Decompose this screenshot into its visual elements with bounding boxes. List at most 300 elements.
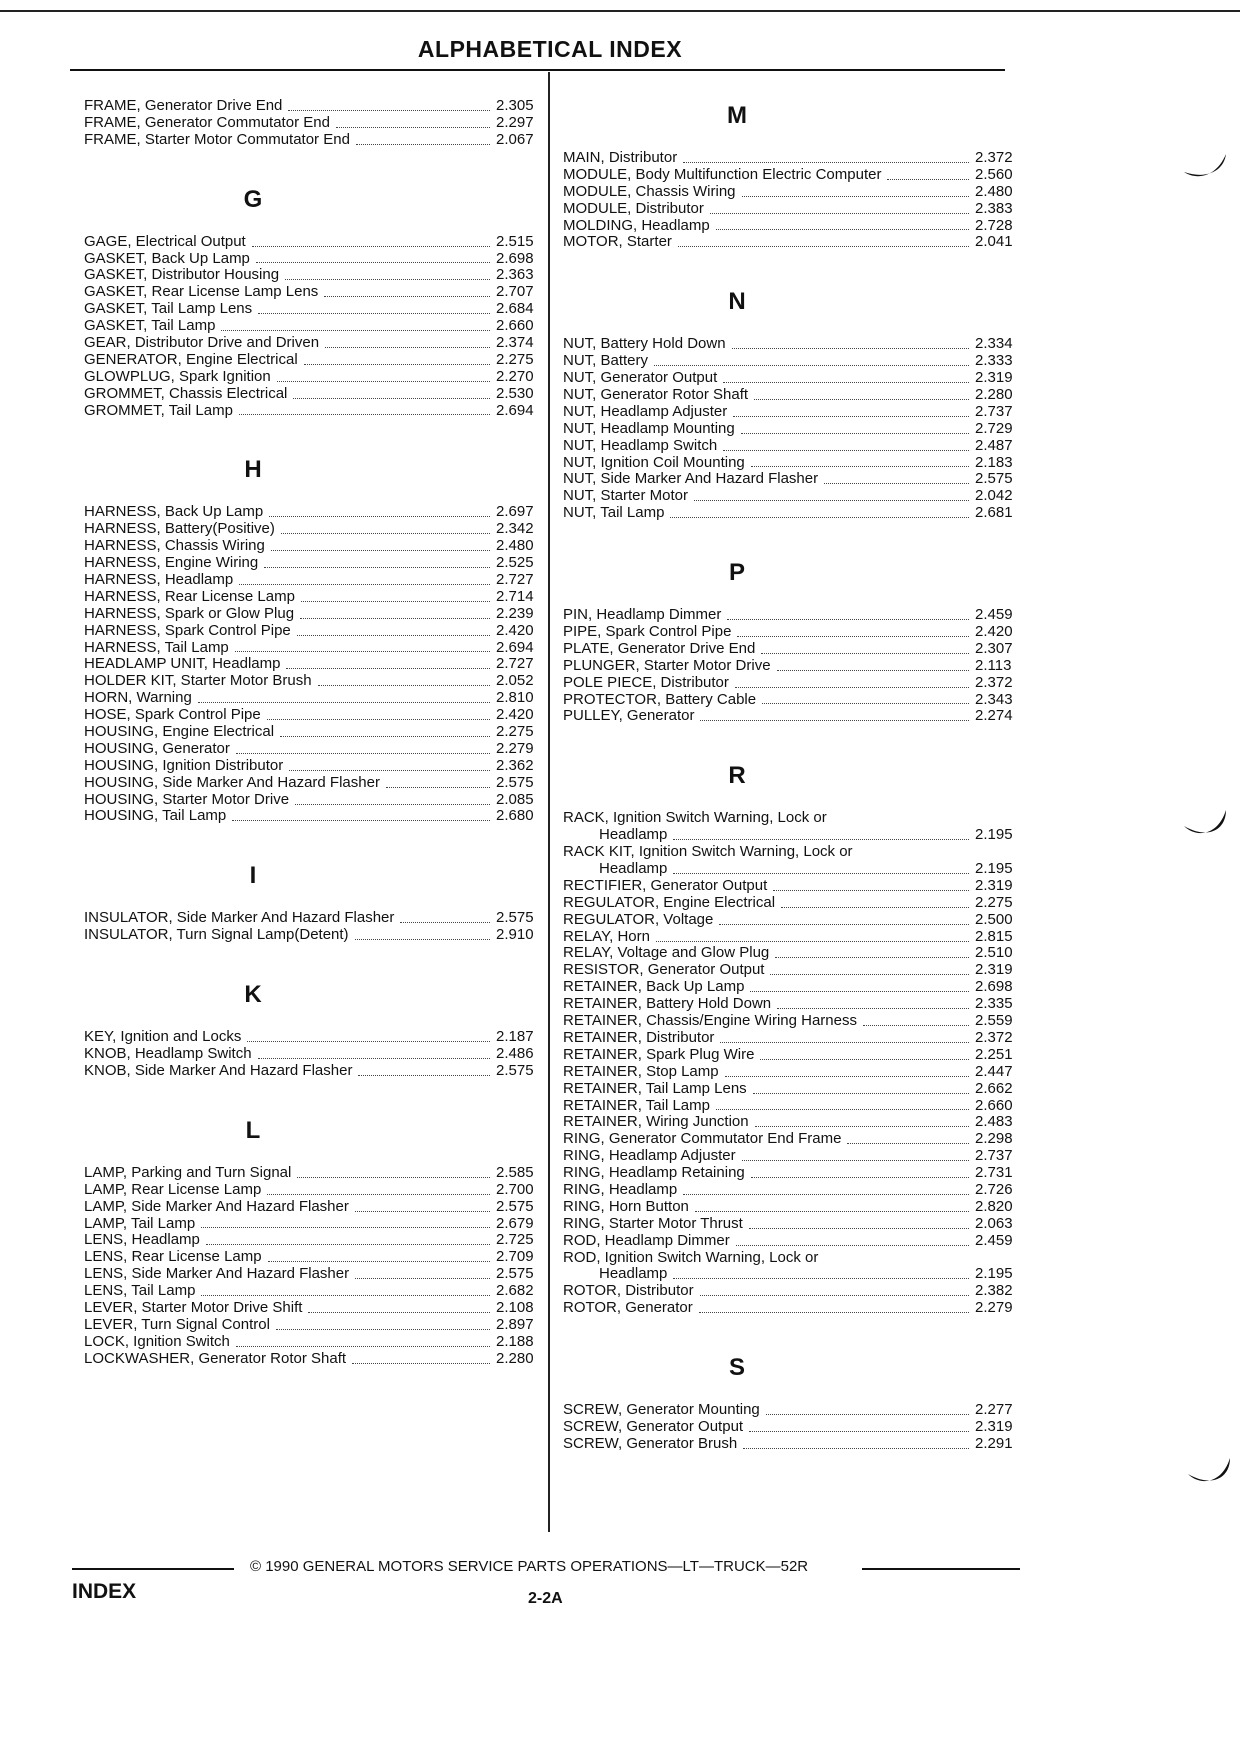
title-rule xyxy=(70,69,1005,71)
entry-name: ROD, Headlamp Dimmer xyxy=(563,1231,730,1249)
entry-name: GASKET, Distributor Housing xyxy=(84,266,280,284)
index-entry xyxy=(84,538,542,555)
entry-name: LEVER, Turn Signal Control xyxy=(84,1315,270,1333)
entry-name: MODULE, Body Multifunction Electric Computer xyxy=(563,165,882,183)
dot-leader xyxy=(749,1431,969,1432)
index-entry xyxy=(563,1419,1021,1436)
entry-name: LENS, Rear License Lamp xyxy=(84,1248,262,1266)
entry-name: HARNESS, Tail Lamp xyxy=(84,638,229,656)
entry-name: Headlamp xyxy=(599,826,668,844)
binder-mark xyxy=(1186,1456,1232,1486)
dot-leader xyxy=(286,668,490,669)
dot-leader xyxy=(289,770,490,771)
dot-leader xyxy=(777,670,969,671)
dot-leader xyxy=(300,618,490,619)
index-entry xyxy=(563,1165,1021,1182)
dot-leader xyxy=(750,991,969,992)
index-entry xyxy=(84,1182,542,1199)
entry-name: HARNESS, Battery(Positive) xyxy=(84,520,275,538)
entry-name: NUT, Battery xyxy=(563,352,649,370)
entry-code: 2.697 xyxy=(496,503,534,521)
entry-name: NUT, Headlamp Switch xyxy=(563,436,718,454)
index-entry xyxy=(84,98,542,115)
entry-code: 2.343 xyxy=(975,690,1013,708)
entry-name: HOUSING, Starter Motor Drive xyxy=(84,790,290,808)
entry-name: RETAINER, Tail Lamp xyxy=(563,1096,710,1114)
entry-name: PLUNGER, Starter Motor Drive xyxy=(563,656,771,674)
index-entry xyxy=(563,878,1021,895)
index-entry xyxy=(563,979,1021,996)
section-letter: P xyxy=(728,559,745,587)
index-entry xyxy=(563,1182,1021,1199)
entry-name: FRAME, Generator Drive End xyxy=(84,96,283,114)
section-spacer xyxy=(84,1148,542,1165)
entry-code: 2.319 xyxy=(975,1417,1013,1435)
index-entry xyxy=(84,1283,542,1300)
entry-code: 2.239 xyxy=(496,604,534,622)
index-entry xyxy=(84,1199,542,1216)
entry-code: 2.042 xyxy=(975,487,1013,505)
dot-leader xyxy=(732,348,969,349)
entry-code: 2.382 xyxy=(975,1282,1013,1300)
section-spacer xyxy=(84,487,542,504)
entry-code: 2.188 xyxy=(496,1332,534,1350)
entry-name: PLATE, Generator Drive End xyxy=(563,639,756,657)
entry-name: LAMP, Side Marker And Hazard Flasher xyxy=(84,1197,349,1215)
section-letter: G xyxy=(243,185,263,213)
entry-name: RETAINER, Spark Plug Wire xyxy=(563,1045,755,1063)
entry-name: HOUSING, Tail Lamp xyxy=(84,807,227,825)
entry-code: 2.660 xyxy=(496,317,534,335)
dot-leader xyxy=(775,957,969,958)
dot-leader xyxy=(720,1042,969,1043)
entry-code: 2.727 xyxy=(496,571,534,589)
entry-name: Headlamp xyxy=(599,1265,668,1283)
dot-leader xyxy=(781,907,969,908)
index-entry xyxy=(84,403,542,420)
section-letter: I xyxy=(249,862,257,890)
entry-name: HARNESS, Engine Wiring xyxy=(84,554,259,572)
entry-code: 2.372 xyxy=(975,148,1013,166)
dot-leader xyxy=(280,736,490,737)
entry-code: 2.183 xyxy=(975,453,1013,471)
entry-code: 2.660 xyxy=(975,1096,1013,1114)
entry-code: 2.483 xyxy=(975,1113,1013,1131)
entry-name: LEVER, Starter Motor Drive Shift xyxy=(84,1298,303,1316)
entry-name: LAMP, Tail Lamp xyxy=(84,1214,196,1232)
entry-code: 2.372 xyxy=(975,673,1013,691)
dot-leader xyxy=(683,162,969,163)
entry-code: 2.820 xyxy=(975,1197,1013,1215)
index-entry xyxy=(84,656,542,673)
entry-name: RETAINER, Battery Hold Down xyxy=(563,995,772,1013)
entry-name: HEADLAMP UNIT, Headlamp xyxy=(84,655,281,673)
entry-code: 2.319 xyxy=(975,369,1013,387)
entry-code: 2.420 xyxy=(496,621,534,639)
dot-leader xyxy=(264,567,490,568)
entry-code: 2.500 xyxy=(975,910,1013,928)
index-entry xyxy=(84,640,542,657)
index-entry xyxy=(563,1030,1021,1047)
section-spacer xyxy=(84,1012,542,1029)
entry-name: RACK KIT, Ignition Switch Warning, Lock or xyxy=(563,843,853,861)
dot-leader xyxy=(742,196,969,197)
entry-name: LAMP, Parking and Turn Signal xyxy=(84,1163,292,1181)
index-entry xyxy=(563,1283,1021,1300)
dot-leader xyxy=(735,687,969,688)
index-entry xyxy=(84,724,542,741)
entry-name: HOUSING, Engine Electrical xyxy=(84,723,275,741)
index-entry xyxy=(563,1148,1021,1165)
entry-code: 2.280 xyxy=(975,386,1013,403)
index-entry xyxy=(563,201,1021,218)
index-entry xyxy=(84,623,542,640)
entry-name: HOSE, Spark Control Pipe xyxy=(84,706,261,724)
entry-name: ROTOR, Distributor xyxy=(563,1282,694,1300)
dot-leader xyxy=(656,941,969,942)
entry-name: SCREW, Generator Brush xyxy=(563,1434,738,1452)
entry-name: GLOWPLUG, Spark Ignition xyxy=(84,367,271,385)
entry-code: 2.279 xyxy=(496,739,534,757)
entry-name: MOLDING, Headlamp xyxy=(563,216,710,234)
entry-name: ROTOR, Generator xyxy=(563,1299,693,1317)
entry-code: 2.530 xyxy=(496,384,534,402)
entry-code: 2.280 xyxy=(496,1349,534,1367)
index-entry xyxy=(84,927,542,944)
section-spacer xyxy=(84,1080,542,1113)
index-entry xyxy=(563,421,1021,438)
entry-name: NUT, Ignition Coil Mounting xyxy=(563,453,745,471)
entry-name: NUT, Battery Hold Down xyxy=(563,335,726,353)
entry-name: HOUSING, Ignition Distributor xyxy=(84,756,284,774)
section-spacer xyxy=(84,419,542,452)
dot-leader xyxy=(256,262,490,263)
dot-leader xyxy=(288,110,490,111)
entry-name: LENS, Side Marker And Hazard Flasher xyxy=(84,1265,350,1283)
dot-leader xyxy=(355,1211,490,1212)
dot-leader xyxy=(749,1228,969,1229)
section-spacer xyxy=(563,133,1021,150)
section-spacer xyxy=(563,793,1021,810)
entry-code: 2.108 xyxy=(496,1298,534,1316)
section-letter: L xyxy=(245,1116,261,1144)
dot-leader xyxy=(201,1295,490,1296)
entry-code: 2.298 xyxy=(975,1130,1013,1148)
entry-name: MOTOR, Starter xyxy=(563,233,672,251)
entry-name: RING, Headlamp Retaining xyxy=(563,1164,745,1182)
entry-code: 2.714 xyxy=(496,587,534,605)
index-entry xyxy=(84,386,542,403)
entry-name: FRAME, Generator Commutator End xyxy=(84,113,330,131)
index-entry xyxy=(84,1249,542,1266)
index-entry xyxy=(563,658,1021,675)
index-entry xyxy=(563,1199,1021,1216)
index-entry xyxy=(563,844,1021,861)
entry-code: 2.307 xyxy=(975,639,1013,657)
dot-leader xyxy=(293,398,490,399)
footer-rule-right xyxy=(862,1568,1020,1570)
entry-code: 2.681 xyxy=(975,504,1013,522)
index-entry xyxy=(563,996,1021,1013)
page-title: ALPHABETICAL INDEX xyxy=(417,36,683,62)
dot-leader xyxy=(673,1278,969,1279)
index-entry xyxy=(84,1232,542,1249)
index-entry xyxy=(563,827,1021,844)
entry-code: 2.195 xyxy=(975,1265,1013,1283)
entry-code: 2.737 xyxy=(975,402,1013,420)
entry-code: 2.510 xyxy=(975,944,1013,962)
entry-code: 2.335 xyxy=(975,995,1013,1013)
entry-name: HOLDER KIT, Starter Motor Brush xyxy=(84,672,312,690)
section-letter: K xyxy=(244,981,262,1009)
entry-name: NUT, Generator Output xyxy=(563,369,718,387)
entry-code: 2.275 xyxy=(496,350,534,368)
entry-name: RING, Horn Button xyxy=(563,1197,689,1215)
index-entry xyxy=(563,1250,1021,1267)
column-divider xyxy=(548,72,550,1532)
entry-code: 2.342 xyxy=(496,520,534,538)
entry-code: 2.575 xyxy=(496,1061,534,1079)
dot-leader xyxy=(276,1329,490,1330)
dot-leader xyxy=(695,1211,969,1212)
entry-name: NUT, Starter Motor xyxy=(563,487,689,505)
index-entry xyxy=(563,1064,1021,1081)
dot-leader xyxy=(847,1143,969,1144)
dot-leader xyxy=(723,382,969,383)
section-spacer xyxy=(84,944,542,977)
entry-code: 2.085 xyxy=(496,790,534,808)
entry-code: 2.067 xyxy=(496,130,534,148)
entry-code: 2.486 xyxy=(496,1045,534,1063)
dot-leader xyxy=(710,213,969,214)
dot-leader xyxy=(269,516,490,517)
entry-name: Headlamp xyxy=(599,860,668,878)
dot-leader xyxy=(297,1177,490,1178)
dot-leader xyxy=(770,974,969,975)
index-entry xyxy=(84,690,542,707)
entry-code: 2.559 xyxy=(975,1012,1013,1030)
index-entry xyxy=(84,758,542,775)
index-entry xyxy=(84,910,542,927)
entry-name: KNOB, Side Marker And Hazard Flasher xyxy=(84,1061,353,1079)
section-spacer xyxy=(563,319,1021,336)
entry-code: 2.274 xyxy=(975,707,1013,725)
entry-code: 2.694 xyxy=(496,401,534,419)
index-entry xyxy=(84,369,542,386)
index-entry xyxy=(563,624,1021,641)
entry-name: HARNESS, Headlamp xyxy=(84,571,234,589)
entry-code: 2.319 xyxy=(975,876,1013,894)
entry-name: LOCK, Ignition Switch xyxy=(84,1332,230,1350)
dot-leader xyxy=(773,890,969,891)
entry-name: GEAR, Distributor Drive and Driven xyxy=(84,334,320,351)
section-letter: R xyxy=(728,762,746,790)
entry-code: 2.333 xyxy=(975,352,1013,370)
entry-name: HOUSING, Generator xyxy=(84,739,230,757)
page-number: 2-2A xyxy=(528,1590,563,1607)
index-entry xyxy=(563,675,1021,692)
entry-code: 2.063 xyxy=(975,1214,1013,1232)
index-entry xyxy=(563,861,1021,878)
dot-leader xyxy=(336,127,490,128)
section-spacer xyxy=(563,725,1021,758)
entry-code: 2.575 xyxy=(496,1265,534,1283)
index-entry xyxy=(563,895,1021,912)
entry-name: HORN, Warning xyxy=(84,689,192,707)
entry-code: 2.291 xyxy=(975,1434,1013,1452)
section-spacer xyxy=(563,1385,1021,1402)
index-entry xyxy=(563,1098,1021,1115)
entry-name: RETAINER, Distributor xyxy=(563,1028,715,1046)
index-entry xyxy=(84,301,542,318)
entry-name: LENS, Tail Lamp xyxy=(84,1282,196,1300)
dot-leader xyxy=(863,1025,969,1026)
entry-name: HOUSING, Side Marker And Hazard Flasher xyxy=(84,773,380,791)
section-spacer xyxy=(84,217,542,234)
entry-code: 2.731 xyxy=(975,1164,1013,1182)
index-entry xyxy=(563,1266,1021,1283)
index-entry xyxy=(563,353,1021,370)
entry-code: 2.682 xyxy=(496,1282,534,1300)
dot-leader xyxy=(318,685,490,686)
entry-code: 2.362 xyxy=(496,756,534,774)
entry-name: LAMP, Rear License Lamp xyxy=(84,1180,262,1198)
entry-name: HARNESS, Spark Control Pipe xyxy=(84,621,291,639)
section-letter: S xyxy=(728,1354,745,1382)
entry-code: 2.459 xyxy=(975,606,1013,624)
index-entry xyxy=(563,438,1021,455)
dot-leader xyxy=(751,466,969,467)
entry-code: 2.694 xyxy=(496,638,534,656)
entry-name: MODULE, Distributor xyxy=(563,199,704,217)
entry-name: GASKET, Rear License Lamp Lens xyxy=(84,283,319,301)
index-entry xyxy=(84,318,542,335)
dot-leader xyxy=(725,1076,969,1077)
footer-copyright: © 1990 GENERAL MOTORS SERVICE PARTS OPERATIONS—LT—TRUCK—52R xyxy=(250,1558,809,1575)
entry-name: NUT, Tail Lamp xyxy=(563,504,665,522)
index-entry xyxy=(84,589,542,606)
entry-name: SCREW, Generator Mounting xyxy=(563,1401,760,1419)
dot-leader xyxy=(670,517,969,518)
entry-name: POLE PIECE, Distributor xyxy=(563,673,729,691)
index-entry xyxy=(563,404,1021,421)
entry-name: GROMMET, Tail Lamp xyxy=(84,401,233,419)
dot-leader xyxy=(308,1312,490,1313)
index-entry xyxy=(84,673,542,690)
entry-name: REGULATOR, Voltage xyxy=(563,910,714,928)
dot-leader xyxy=(198,702,490,703)
dot-leader xyxy=(723,450,969,451)
entry-code: 2.420 xyxy=(496,706,534,724)
dot-leader xyxy=(751,1177,969,1178)
dot-leader xyxy=(727,619,969,620)
top-rule xyxy=(0,10,1240,12)
footer-rule-left xyxy=(72,1568,234,1570)
entry-code: 2.815 xyxy=(975,927,1013,945)
section-spacer xyxy=(84,893,542,910)
entry-code: 2.195 xyxy=(975,860,1013,878)
index-entry xyxy=(563,167,1021,184)
index-entry xyxy=(563,946,1021,963)
entry-code: 2.251 xyxy=(975,1045,1013,1063)
index-entry xyxy=(84,792,542,809)
entry-name: KEY, Ignition and Locks xyxy=(84,1028,242,1046)
dot-leader xyxy=(716,1109,969,1110)
index-entry xyxy=(84,521,542,538)
entry-code: 2.480 xyxy=(496,537,534,555)
dot-leader xyxy=(235,651,490,652)
entry-name: LENS, Headlamp xyxy=(84,1231,200,1249)
index-entry xyxy=(563,505,1021,522)
entry-code: 2.698 xyxy=(496,249,534,267)
index-entry xyxy=(84,234,542,251)
index-entry xyxy=(563,336,1021,353)
dot-leader xyxy=(281,533,490,534)
index-entry xyxy=(563,1131,1021,1148)
dot-leader xyxy=(753,1093,969,1094)
dot-leader xyxy=(201,1227,490,1228)
index-entry xyxy=(84,251,542,268)
dot-leader xyxy=(258,313,490,314)
index-entry xyxy=(84,1317,542,1334)
index-entry xyxy=(84,335,542,352)
index-entry xyxy=(84,1063,542,1080)
entry-name: RECTIFIER, Generator Output xyxy=(563,876,768,894)
dot-leader xyxy=(737,636,969,637)
entry-code: 2.279 xyxy=(975,1299,1013,1317)
dot-leader xyxy=(887,179,969,180)
binder-mark xyxy=(1182,808,1228,838)
dot-leader xyxy=(247,1041,490,1042)
dot-leader xyxy=(719,924,969,925)
index-entry xyxy=(563,1013,1021,1030)
index-entry xyxy=(84,504,542,521)
dot-leader xyxy=(285,279,490,280)
dot-leader xyxy=(736,1245,969,1246)
entry-code: 2.270 xyxy=(496,367,534,385)
entry-code: 2.275 xyxy=(496,723,534,741)
entry-code: 2.585 xyxy=(496,1163,534,1181)
dot-leader xyxy=(295,804,490,805)
entry-name: FRAME, Starter Motor Commutator End xyxy=(84,130,350,148)
entry-code: 2.052 xyxy=(496,672,534,690)
entry-name: KNOB, Headlamp Switch xyxy=(84,1045,252,1063)
section-letter: H xyxy=(244,456,262,484)
index-entry xyxy=(563,1300,1021,1317)
section-spacer xyxy=(563,590,1021,607)
section-spacer xyxy=(84,149,542,182)
index-entry xyxy=(563,1047,1021,1064)
entry-code: 2.383 xyxy=(975,199,1013,217)
entry-name: RETAINER, Tail Lamp Lens xyxy=(563,1079,747,1097)
dot-leader xyxy=(356,144,490,145)
entry-code: 2.487 xyxy=(975,436,1013,454)
entry-name: RETAINER, Back Up Lamp xyxy=(563,978,745,996)
dot-leader xyxy=(755,1126,969,1127)
entry-code: 2.726 xyxy=(975,1180,1013,1198)
dot-leader xyxy=(206,1244,490,1245)
index-entry xyxy=(563,810,1021,827)
entry-code: 2.515 xyxy=(496,232,534,250)
dot-leader xyxy=(716,229,969,230)
entry-code: 2.575 xyxy=(496,773,534,791)
index-entry xyxy=(84,1300,542,1317)
entry-code: 2.709 xyxy=(496,1248,534,1266)
index-entry xyxy=(563,1233,1021,1250)
dot-leader xyxy=(232,820,490,821)
entry-code: 2.525 xyxy=(496,554,534,572)
index-entry xyxy=(84,809,542,826)
